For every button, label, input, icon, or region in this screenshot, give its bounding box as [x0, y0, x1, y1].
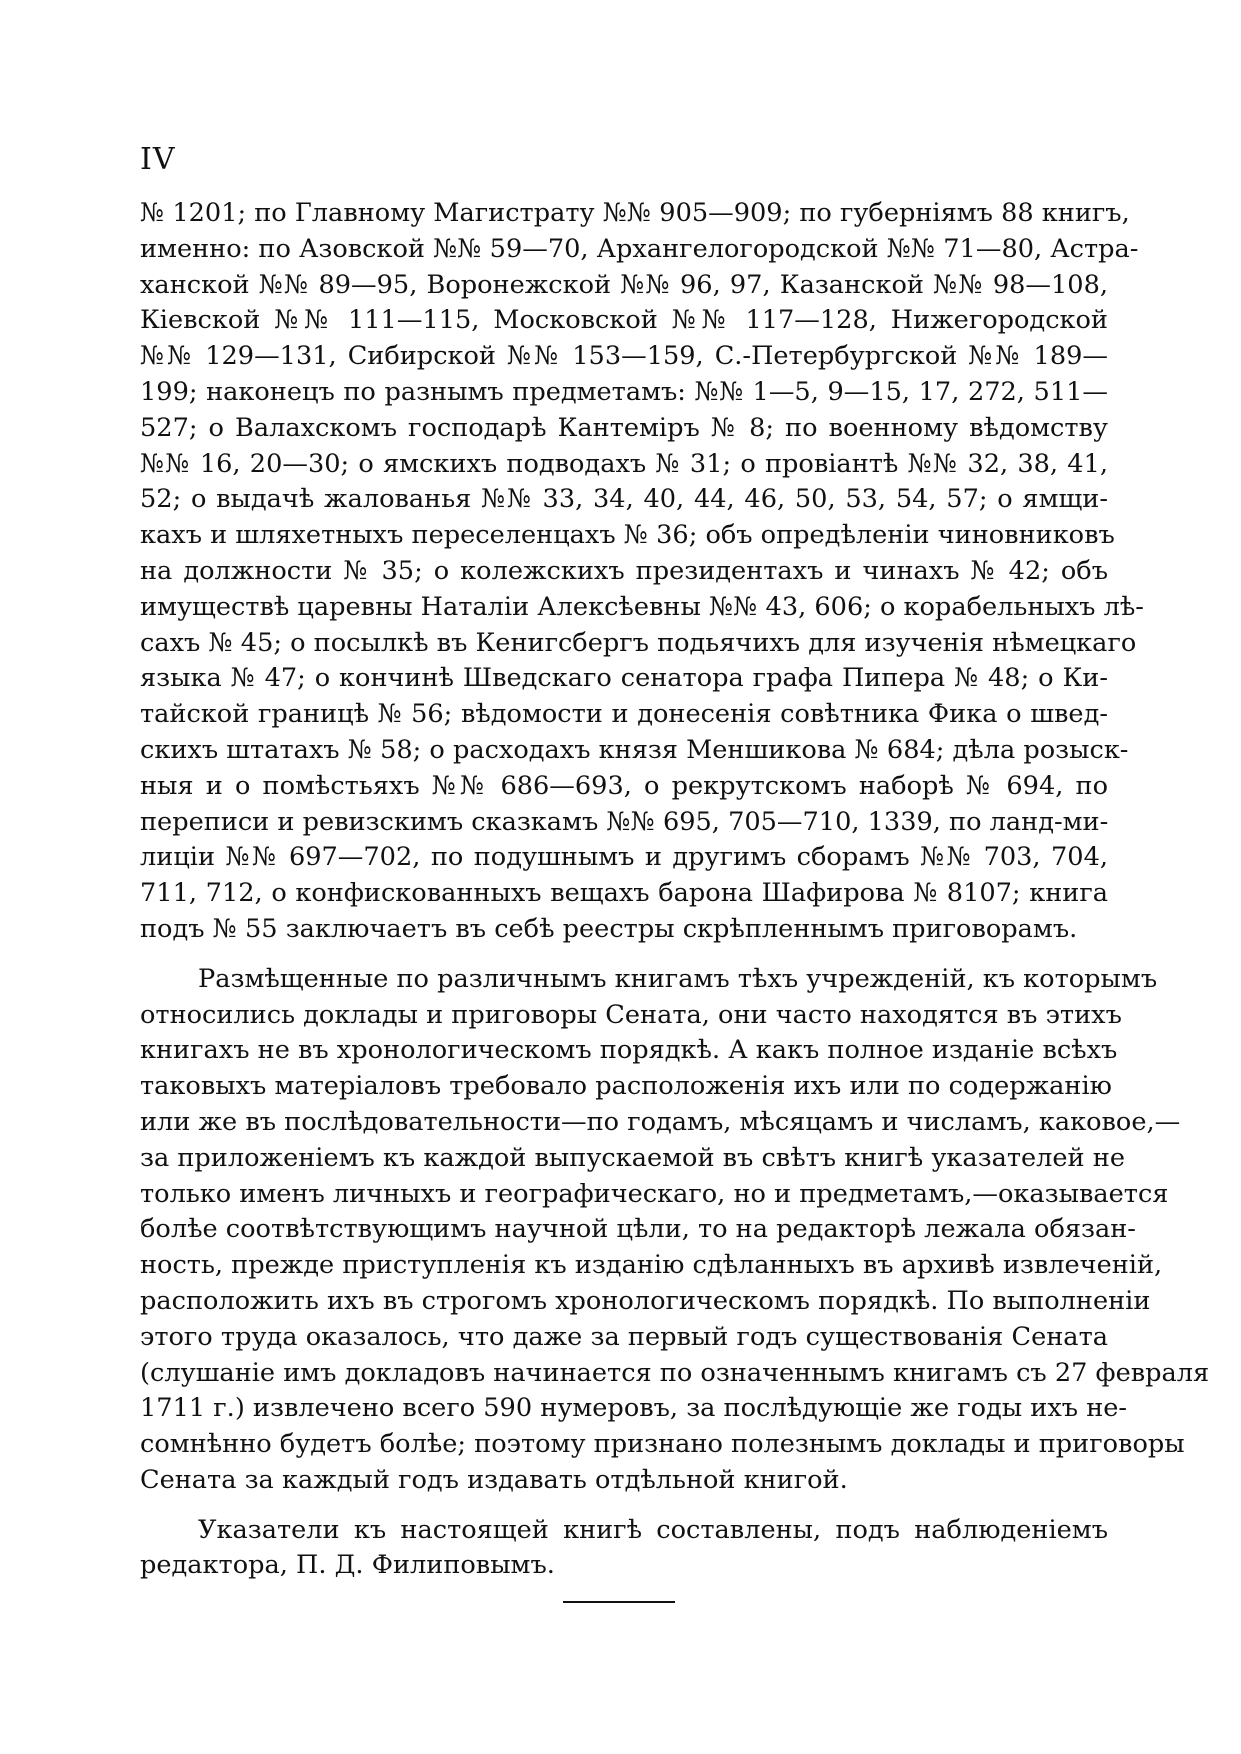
text-line: редактора, П. Д. Филиповымъ.: [140, 1550, 555, 1581]
text-line: сомнѣнно будетъ болѣе; поэтому признано полезнымъ доклады и приговоры: [140, 1429, 1185, 1460]
text-line: Размѣщенные по различнымъ книгамъ тѣхъ учрежденій, къ которымъ: [198, 963, 1158, 994]
text-line: переписи и ревизскимъ сказкамъ №№ 695, 705—710, 1339, по ланд-ми-: [140, 806, 1109, 837]
text-line: расположить ихъ въ строгомъ хронологическомъ порядкѣ. По выполненіи: [140, 1285, 1151, 1316]
text-line: 527; о Валахскомъ господарѣ Кантеміръ № 8; по военному вѣдомству: [140, 412, 1108, 443]
text-line: за приложеніемъ къ каждой выпускаемой въ свѣтъ книгѣ указателей не: [140, 1142, 1125, 1173]
text-line: языка № 47; о кончинѣ Шведскаго сенатора графа Пипера № 48; о Ки-: [140, 663, 1108, 694]
text-line: подъ № 55 заключаетъ въ себѣ реестры скрѣпленнымъ приговорамъ.: [140, 913, 1078, 944]
page-number: IV: [140, 142, 176, 177]
paragraph-gap: [140, 948, 1108, 962]
text-line: таковыхъ матеріаловъ требовало расположенія ихъ или по содержанію: [140, 1071, 1112, 1102]
text-line: или же въ послѣдовательности—по годамъ, мѣсяцамъ и числамъ, каковое,—: [140, 1106, 1181, 1137]
text-line: имуществѣ царевны Наталіи Алексѣевны №№ 43, 606; о корабельныхъ лѣ-: [140, 591, 1144, 622]
text-line: № 1201; по Главному Магистрату №№ 905—909; по губерніямъ 88 книгъ,: [140, 198, 1130, 228]
text-line: (слушаніе имъ докладовъ начинается по означеннымъ книгамъ съ 27 февраля: [140, 1357, 1210, 1388]
text-line: 199; наконецъ по разнымъ предметамъ: №№ 1—5, 9—15, 17, 272, 511—: [140, 376, 1108, 407]
text-line: ность, прежде приступленія къ изданію сдѣланныхъ въ архивѣ извлеченій,: [140, 1250, 1163, 1281]
text-line: этого труда оказалось, что даже за первый годъ существованія Сената: [140, 1321, 1108, 1352]
text-line: только именъ личныхъ и географическаго, но и предметамъ,—оказывается: [140, 1178, 1169, 1209]
text-line: Сената за каждый годъ издавать отдѣльной книгой.: [140, 1464, 848, 1495]
text-line: болѣе соотвѣтствующимъ научной цѣли, то на редакторѣ лежала обязан-: [140, 1214, 1136, 1245]
text-line: ныя и о помѣстьяхъ №№ 686—693, о рекрутскомъ наборѣ № 694, по: [140, 770, 1108, 801]
text-line: именно: по Азовской №№ 59—70, Архангелогородской №№ 71—80, Астра-: [140, 233, 1139, 264]
text-line: кахъ и шляхетныхъ переселенцахъ № 36; объ опредѣленіи чиновниковъ: [140, 520, 1115, 551]
text-line: книгахъ не въ хронологическомъ порядкѣ. А какъ полное изданіе всѣхъ: [140, 1035, 1118, 1066]
text-line: скихъ штатахъ № 58; о расходахъ князя Меншикова № 684; дѣла розыск-: [140, 734, 1129, 765]
text-line: относились доклады и приговоры Сената, они часто находятся въ этихъ: [140, 999, 1122, 1030]
text-line: ханской №№ 89—95, Воронежской №№ 96, 97, Казанской №№ 98—108,: [140, 269, 1108, 300]
text-line: Указатели къ настоящей книгѣ составлены, подъ наблюденіемъ: [198, 1514, 1108, 1545]
text-line: №№ 129—131, Сибирской №№ 153—159, С.-Петербургской №№ 189—: [140, 341, 1108, 372]
text-line: Кіевской №№ 111—115, Московской №№ 117—128, Нижегородской: [140, 305, 1108, 336]
paragraph-1: [140, 196, 1144, 948]
text-line: 711, 712, о конфискованныхъ вещахъ барона Шафирова № 8107; книга: [140, 878, 1108, 909]
text-line: №№ 16, 20—30; о ямскихъ подводахъ № 31; о провіантѣ №№ 32, 38, 41,: [140, 448, 1108, 479]
paragraph-3: [140, 1513, 1108, 1585]
paragraph-2: [140, 962, 1210, 1499]
text-line: на должности № 35; о колежскихъ президентахъ и чинахъ № 42; объ: [140, 555, 1108, 586]
text-line: сахъ № 45; о посылкѣ въ Кенигсбергъ подьячихъ для изученія нѣмецкаго: [140, 627, 1137, 658]
paragraph-gap: [140, 1499, 1108, 1513]
text-line: 52; о выдачѣ жалованья №№ 33, 34, 40, 44, 46, 50, 53, 54, 57; о ямщи-: [140, 484, 1108, 515]
text-body: [140, 196, 1210, 1584]
closing-rule: [563, 1601, 675, 1603]
text-line: лиціи №№ 697—702, по подушнымъ и другимъ сборамъ №№ 703, 704,: [140, 842, 1108, 873]
text-line: 1711 г.) извлечено всего 590 нумеровъ, за послѣдующіе же годы ихъ не-: [140, 1393, 1128, 1424]
text-line: тайской границѣ № 56; вѣдомости и донесенія совѣтника Фика о швед-: [140, 699, 1108, 730]
